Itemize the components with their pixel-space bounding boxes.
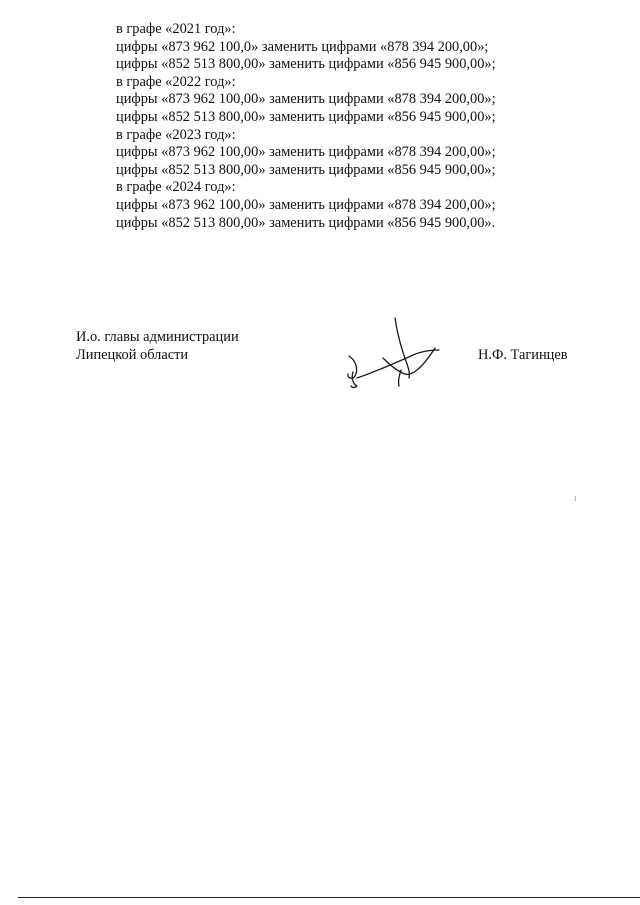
- text-line: цифры «873 962 100,00» заменить цифрами «878 394 200,00»;: [116, 196, 496, 213]
- text-line: в графе «2024 год»:: [116, 179, 236, 196]
- amendment-text: [116, 21, 586, 232]
- text-line: цифры «852 513 800,00» заменить цифрами «856 945 900,00»;: [116, 56, 496, 73]
- position-title: И.о. главы администрации: [76, 329, 239, 345]
- text-line: в графе «2022 год»:: [116, 73, 236, 90]
- page-bottom-rule: [18, 897, 640, 898]
- text-line: цифры «852 513 800,00» заменить цифрами «856 945 900,00».: [116, 214, 496, 231]
- signatory-name: Н.Ф. Тагинцев: [478, 347, 568, 363]
- text-line: цифры «873 962 100,00» заменить цифрами «878 394 200,00»;: [116, 91, 496, 108]
- scan-speck: [575, 496, 576, 501]
- text-line: в графе «2023 год»:: [116, 126, 236, 143]
- text-line: цифры «852 513 800,00» заменить цифрами «856 945 900,00»;: [116, 161, 496, 178]
- handwritten-signature: [335, 312, 445, 397]
- text-line: цифры «852 513 800,00» заменить цифрами «856 945 900,00»;: [116, 108, 496, 125]
- text-line: в графе «2021 год»:: [116, 21, 236, 37]
- signatory-position: [76, 328, 239, 364]
- text-line: цифры «873 962 100,00» заменить цифрами «878 394 200,00»;: [116, 144, 496, 161]
- text-line: цифры «873 962 100,0» заменить цифрами «878 394 200,00»;: [116, 38, 489, 55]
- position-region: Липецкой области: [76, 347, 189, 363]
